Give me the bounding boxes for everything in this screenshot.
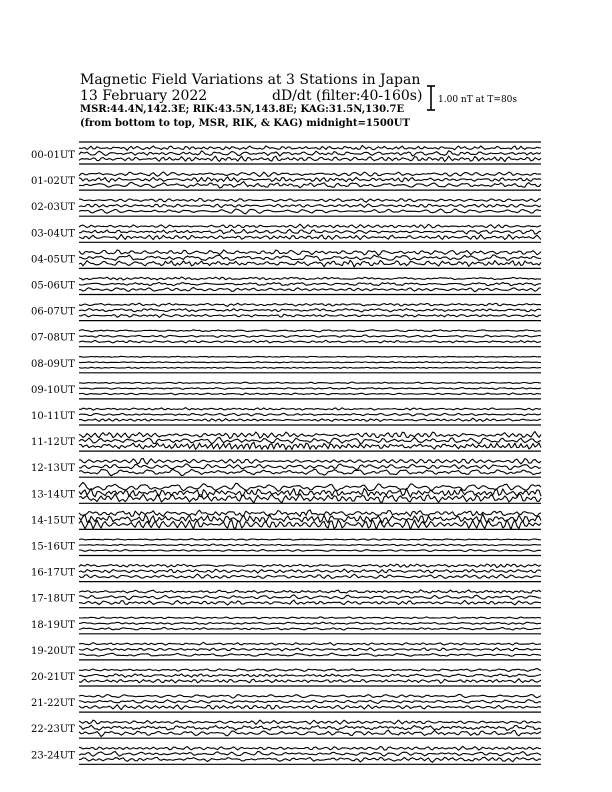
row-label: 20-21UT — [31, 672, 75, 683]
trace-msr — [79, 288, 541, 292]
trace-rik — [79, 282, 541, 285]
trace-kag — [79, 224, 541, 228]
row-label: 07-08UT — [31, 332, 75, 344]
trace-msr — [79, 494, 541, 503]
trace-rik — [79, 204, 541, 208]
row-label: 02-03UT — [31, 202, 75, 214]
trace-kag — [79, 277, 541, 280]
trace-rik — [79, 544, 541, 546]
trace-msr — [79, 574, 541, 578]
trace-kag — [79, 482, 541, 491]
chart-date: 13 February 2022 — [80, 88, 208, 104]
trace-msr — [79, 182, 541, 188]
trace-kag — [79, 408, 541, 411]
trace-kag — [79, 746, 541, 750]
row-label: 01-02UT — [31, 176, 75, 188]
trace-rik — [79, 464, 541, 470]
row-label: 15-16UT — [31, 541, 75, 553]
trace-kag — [79, 198, 541, 202]
trace-msr — [79, 314, 541, 317]
trace-rik — [79, 151, 541, 156]
trace-msr — [79, 628, 541, 631]
trace-kag — [79, 356, 541, 357]
scale-label: 1.00 nT at T=80s — [438, 95, 518, 105]
trace-rik — [79, 751, 541, 756]
trace-rik — [79, 362, 541, 363]
row-label: 00-01UT — [31, 150, 75, 161]
trace-rik — [79, 413, 541, 416]
row-label: 11-12UT — [31, 437, 75, 449]
trace-rik — [79, 700, 541, 704]
trace-msr — [79, 550, 541, 552]
row-label: 09-10UT — [31, 384, 75, 396]
trace-rik — [79, 335, 541, 337]
trace-msr — [79, 705, 541, 710]
row-label: 03-04UT — [31, 228, 75, 240]
station-coordinates: MSR:44.4N,142.3E; RIK:43.5N,143.8E; KAG:31.5N,130.7E — [80, 104, 405, 115]
trace-msr — [79, 730, 541, 737]
trace-rik — [79, 569, 541, 573]
trace-kag — [79, 145, 541, 150]
trace-kag — [79, 303, 541, 306]
trace-kag — [79, 382, 541, 384]
trace-msr — [79, 156, 541, 162]
row-label: 23-24UT — [31, 750, 75, 762]
row-label: 10-11UT — [31, 411, 75, 422]
trace-kag — [79, 432, 541, 439]
trace-kag — [79, 564, 541, 568]
trace-kag — [79, 459, 541, 465]
trace-kag — [79, 172, 541, 177]
trace-kag — [79, 694, 541, 698]
trace-msr — [79, 340, 541, 343]
trace-kag — [79, 669, 541, 672]
trace-rik — [79, 255, 541, 260]
row-label: 12-13UT — [31, 463, 75, 475]
trace-msr — [79, 260, 541, 267]
trace-rik — [79, 674, 541, 677]
row-label: 08-09UT — [31, 358, 75, 370]
trace-rik — [79, 309, 541, 312]
trace-msr — [79, 234, 541, 239]
trace-msr — [79, 600, 541, 605]
row-label: 17-18UT — [31, 593, 75, 605]
trace-kag — [79, 590, 541, 594]
trace-rik — [79, 387, 541, 389]
trace-msr — [79, 442, 541, 450]
trace-msr — [79, 418, 541, 421]
chart-title: Magnetic Field Variations at 3 Stations in Japan — [80, 72, 421, 88]
trace-kag — [79, 330, 541, 332]
row-label: 13-14UT — [31, 489, 75, 501]
trace-rik — [79, 177, 541, 182]
row-label: 16-17UT — [31, 567, 75, 579]
trace-rik — [79, 437, 541, 443]
trace-msr — [79, 679, 541, 684]
trace-msr — [79, 209, 541, 214]
trace-order-note: (from bottom to top, MSR, RIK, & KAG) midnight=1500UT — [80, 118, 410, 129]
row-label: 21-22UT — [31, 698, 75, 710]
trace-kag — [79, 510, 541, 517]
row-label: 14-15UT — [31, 515, 75, 527]
trace-msr — [79, 367, 541, 368]
trace-msr — [79, 653, 541, 656]
trace-rik — [79, 229, 541, 234]
chart-mode: dD/dt (filter:40-160s) — [272, 88, 423, 104]
trace-kag — [79, 642, 541, 645]
trace-kag — [79, 720, 541, 724]
trace-rik — [79, 725, 541, 730]
trace-rik — [79, 595, 541, 600]
trace-kag — [79, 539, 541, 541]
row-label: 05-06UT — [31, 280, 75, 292]
trace-msr — [79, 393, 541, 395]
row-label: 22-23UT — [31, 724, 75, 736]
trace-msr — [79, 757, 541, 762]
row-label: 04-05UT — [31, 254, 75, 266]
trace-rik — [79, 648, 541, 651]
row-label: 06-07UT — [31, 306, 75, 318]
trace-kag — [79, 617, 541, 619]
trace-msr — [79, 469, 541, 476]
trace-rik — [79, 622, 541, 624]
trace-kag — [79, 250, 541, 256]
row-label: 18-19UT — [31, 619, 75, 631]
row-label: 19-20UT — [31, 645, 75, 657]
